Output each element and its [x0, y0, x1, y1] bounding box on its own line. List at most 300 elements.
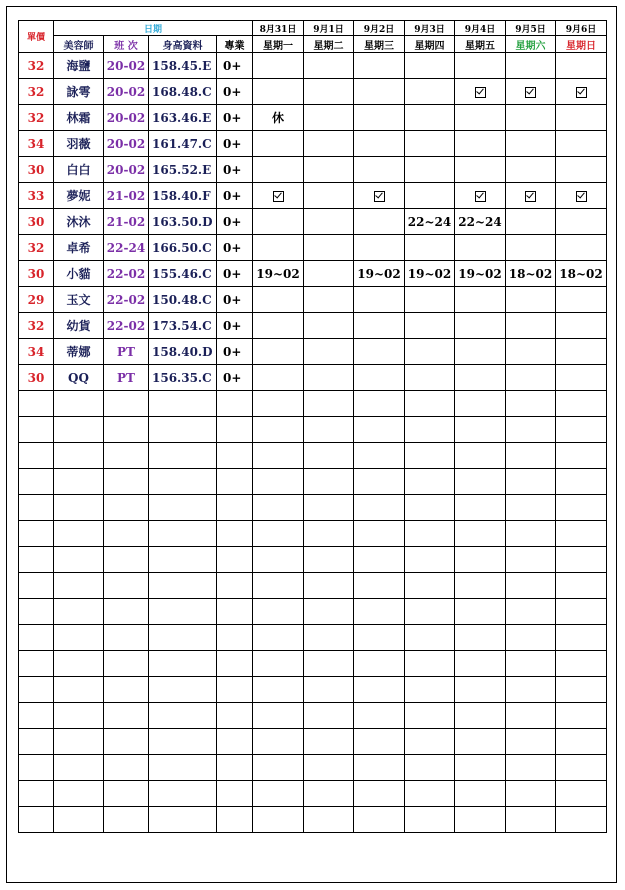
empty-cell[interactable]: [104, 573, 149, 599]
day-cell[interactable]: [556, 183, 607, 209]
day-cell[interactable]: [253, 183, 304, 209]
professional-cell[interactable]: 0+: [217, 287, 253, 313]
day-cell[interactable]: 休: [253, 105, 304, 131]
empty-cell[interactable]: [54, 599, 104, 625]
empty-cell[interactable]: [455, 521, 506, 547]
empty-cell[interactable]: [149, 391, 217, 417]
empty-cell[interactable]: [104, 677, 149, 703]
day-cell[interactable]: [556, 53, 607, 79]
empty-cell[interactable]: [217, 807, 253, 833]
empty-cell[interactable]: [253, 547, 304, 573]
empty-cell[interactable]: [506, 729, 556, 755]
day-cell[interactable]: [253, 53, 304, 79]
day-cell[interactable]: [405, 105, 455, 131]
empty-cell[interactable]: [354, 573, 405, 599]
empty-cell[interactable]: [405, 781, 455, 807]
empty-cell[interactable]: [217, 391, 253, 417]
empty-cell[interactable]: [217, 677, 253, 703]
class-cell[interactable]: 22-02: [104, 261, 149, 287]
empty-cell[interactable]: [104, 651, 149, 677]
empty-cell[interactable]: [506, 391, 556, 417]
day-cell[interactable]: [304, 235, 354, 261]
empty-cell[interactable]: [354, 651, 405, 677]
empty-cell[interactable]: [405, 417, 455, 443]
day-cell[interactable]: 19~02: [253, 261, 304, 287]
empty-cell[interactable]: [304, 443, 354, 469]
day-cell[interactable]: [455, 79, 506, 105]
professional-cell[interactable]: 0+: [217, 79, 253, 105]
price-cell[interactable]: 30: [19, 365, 54, 391]
day-cell[interactable]: [455, 287, 506, 313]
class-cell[interactable]: PT: [104, 339, 149, 365]
empty-cell[interactable]: [217, 729, 253, 755]
price-cell[interactable]: 32: [19, 313, 54, 339]
checkbox-checked-icon[interactable]: [475, 191, 486, 202]
empty-cell[interactable]: [149, 651, 217, 677]
empty-cell[interactable]: [455, 703, 506, 729]
empty-cell[interactable]: [253, 755, 304, 781]
day-cell[interactable]: [506, 105, 556, 131]
empty-cell[interactable]: [506, 781, 556, 807]
class-cell[interactable]: 20-02: [104, 131, 149, 157]
price-cell[interactable]: 30: [19, 157, 54, 183]
day-cell[interactable]: [253, 365, 304, 391]
profile-cell[interactable]: 163.50.D: [149, 209, 217, 235]
empty-cell[interactable]: [104, 703, 149, 729]
day-cell[interactable]: [405, 53, 455, 79]
empty-cell[interactable]: [19, 781, 54, 807]
day-cell[interactable]: [506, 131, 556, 157]
day-cell[interactable]: [354, 365, 405, 391]
day-cell[interactable]: [405, 235, 455, 261]
price-cell[interactable]: 34: [19, 339, 54, 365]
empty-cell[interactable]: [506, 417, 556, 443]
empty-cell[interactable]: [556, 729, 607, 755]
day-cell[interactable]: [506, 235, 556, 261]
empty-cell[interactable]: [556, 651, 607, 677]
empty-cell[interactable]: [217, 495, 253, 521]
day-cell[interactable]: [556, 79, 607, 105]
day-cell[interactable]: [304, 339, 354, 365]
price-cell[interactable]: 32: [19, 79, 54, 105]
day-cell[interactable]: [354, 79, 405, 105]
empty-cell[interactable]: [405, 547, 455, 573]
empty-cell[interactable]: [455, 495, 506, 521]
empty-cell[interactable]: [19, 547, 54, 573]
empty-cell[interactable]: [304, 651, 354, 677]
empty-cell[interactable]: [104, 443, 149, 469]
empty-cell[interactable]: [506, 599, 556, 625]
day-cell[interactable]: [354, 53, 405, 79]
empty-cell[interactable]: [455, 781, 506, 807]
professional-cell[interactable]: 0+: [217, 313, 253, 339]
professional-cell[interactable]: 0+: [217, 53, 253, 79]
day-cell[interactable]: [304, 209, 354, 235]
profile-cell[interactable]: 166.50.C: [149, 235, 217, 261]
empty-cell[interactable]: [19, 729, 54, 755]
price-cell[interactable]: 34: [19, 131, 54, 157]
profile-cell[interactable]: 150.48.C: [149, 287, 217, 313]
empty-cell[interactable]: [405, 729, 455, 755]
class-cell[interactable]: 21-02: [104, 183, 149, 209]
day-cell[interactable]: [405, 131, 455, 157]
stylist-name-cell[interactable]: 玉文: [54, 287, 104, 313]
empty-cell[interactable]: [556, 547, 607, 573]
price-cell[interactable]: 32: [19, 105, 54, 131]
day-cell[interactable]: [506, 287, 556, 313]
empty-cell[interactable]: [455, 547, 506, 573]
day-cell[interactable]: [455, 235, 506, 261]
empty-cell[interactable]: [19, 495, 54, 521]
checkbox-checked-icon[interactable]: [475, 87, 486, 98]
stylist-name-cell[interactable]: 夢妮: [54, 183, 104, 209]
day-cell[interactable]: [354, 235, 405, 261]
empty-cell[interactable]: [506, 495, 556, 521]
day-cell[interactable]: [405, 79, 455, 105]
empty-cell[interactable]: [217, 755, 253, 781]
stylist-name-cell[interactable]: 詠雩: [54, 79, 104, 105]
empty-cell[interactable]: [104, 729, 149, 755]
day-cell[interactable]: [253, 79, 304, 105]
empty-cell[interactable]: [455, 755, 506, 781]
empty-cell[interactable]: [217, 599, 253, 625]
empty-cell[interactable]: [104, 625, 149, 651]
empty-cell[interactable]: [455, 599, 506, 625]
price-cell[interactable]: 32: [19, 53, 54, 79]
day-cell[interactable]: [405, 157, 455, 183]
empty-cell[interactable]: [253, 443, 304, 469]
empty-cell[interactable]: [149, 599, 217, 625]
day-cell[interactable]: [506, 365, 556, 391]
day-cell[interactable]: [556, 287, 607, 313]
day-cell[interactable]: [304, 261, 354, 287]
empty-cell[interactable]: [104, 755, 149, 781]
professional-cell[interactable]: 0+: [217, 339, 253, 365]
empty-cell[interactable]: [556, 443, 607, 469]
empty-cell[interactable]: [354, 599, 405, 625]
checkbox-checked-icon[interactable]: [576, 87, 587, 98]
stylist-name-cell[interactable]: 海鹽: [54, 53, 104, 79]
empty-cell[interactable]: [54, 469, 104, 495]
empty-cell[interactable]: [405, 625, 455, 651]
empty-cell[interactable]: [354, 677, 405, 703]
empty-cell[interactable]: [253, 625, 304, 651]
empty-cell[interactable]: [253, 495, 304, 521]
day-cell[interactable]: 19~02: [455, 261, 506, 287]
empty-cell[interactable]: [506, 651, 556, 677]
day-cell[interactable]: [405, 339, 455, 365]
price-cell[interactable]: 33: [19, 183, 54, 209]
empty-cell[interactable]: [556, 521, 607, 547]
day-cell[interactable]: [506, 313, 556, 339]
day-cell[interactable]: [253, 235, 304, 261]
empty-cell[interactable]: [149, 573, 217, 599]
day-cell[interactable]: [506, 157, 556, 183]
empty-cell[interactable]: [556, 417, 607, 443]
day-cell[interactable]: 18~02: [556, 261, 607, 287]
class-cell[interactable]: 20-02: [104, 79, 149, 105]
empty-cell[interactable]: [19, 573, 54, 599]
empty-cell[interactable]: [217, 625, 253, 651]
empty-cell[interactable]: [19, 417, 54, 443]
professional-cell[interactable]: 0+: [217, 209, 253, 235]
empty-cell[interactable]: [304, 599, 354, 625]
empty-cell[interactable]: [506, 703, 556, 729]
empty-cell[interactable]: [304, 677, 354, 703]
empty-cell[interactable]: [149, 781, 217, 807]
day-cell[interactable]: [304, 313, 354, 339]
day-cell[interactable]: [354, 105, 405, 131]
empty-cell[interactable]: [104, 547, 149, 573]
empty-cell[interactable]: [506, 521, 556, 547]
day-cell[interactable]: [354, 313, 405, 339]
day-cell[interactable]: 22~24: [455, 209, 506, 235]
empty-cell[interactable]: [253, 677, 304, 703]
empty-cell[interactable]: [217, 417, 253, 443]
checkbox-checked-icon[interactable]: [525, 87, 536, 98]
day-cell[interactable]: [354, 183, 405, 209]
price-cell[interactable]: 29: [19, 287, 54, 313]
empty-cell[interactable]: [149, 755, 217, 781]
empty-cell[interactable]: [354, 703, 405, 729]
professional-cell[interactable]: 0+: [217, 261, 253, 287]
empty-cell[interactable]: [54, 521, 104, 547]
day-cell[interactable]: [556, 339, 607, 365]
stylist-name-cell[interactable]: 卓希: [54, 235, 104, 261]
empty-cell[interactable]: [354, 469, 405, 495]
day-cell[interactable]: [506, 53, 556, 79]
day-cell[interactable]: [455, 105, 506, 131]
empty-cell[interactable]: [556, 677, 607, 703]
empty-cell[interactable]: [54, 625, 104, 651]
empty-cell[interactable]: [556, 625, 607, 651]
empty-cell[interactable]: [354, 495, 405, 521]
stylist-name-cell[interactable]: 沐沐: [54, 209, 104, 235]
empty-cell[interactable]: [54, 547, 104, 573]
checkbox-checked-icon[interactable]: [374, 191, 385, 202]
empty-cell[interactable]: [19, 703, 54, 729]
day-cell[interactable]: [354, 131, 405, 157]
professional-cell[interactable]: 0+: [217, 235, 253, 261]
empty-cell[interactable]: [19, 651, 54, 677]
day-cell[interactable]: [405, 183, 455, 209]
day-cell[interactable]: [556, 131, 607, 157]
empty-cell[interactable]: [304, 755, 354, 781]
class-cell[interactable]: 22-02: [104, 287, 149, 313]
profile-cell[interactable]: 173.54.C: [149, 313, 217, 339]
empty-cell[interactable]: [149, 807, 217, 833]
empty-cell[interactable]: [506, 625, 556, 651]
empty-cell[interactable]: [405, 651, 455, 677]
day-cell[interactable]: [354, 339, 405, 365]
empty-cell[interactable]: [556, 755, 607, 781]
empty-cell[interactable]: [54, 677, 104, 703]
empty-cell[interactable]: [354, 521, 405, 547]
stylist-name-cell[interactable]: 白白: [54, 157, 104, 183]
empty-cell[interactable]: [506, 547, 556, 573]
empty-cell[interactable]: [405, 677, 455, 703]
empty-cell[interactable]: [304, 417, 354, 443]
empty-cell[interactable]: [506, 755, 556, 781]
day-cell[interactable]: [556, 365, 607, 391]
empty-cell[interactable]: [354, 547, 405, 573]
checkbox-checked-icon[interactable]: [525, 191, 536, 202]
price-cell[interactable]: 30: [19, 261, 54, 287]
empty-cell[interactable]: [19, 391, 54, 417]
empty-cell[interactable]: [19, 521, 54, 547]
empty-cell[interactable]: [556, 469, 607, 495]
day-cell[interactable]: [506, 183, 556, 209]
empty-cell[interactable]: [354, 781, 405, 807]
day-cell[interactable]: 22~24: [405, 209, 455, 235]
day-cell[interactable]: 18~02: [506, 261, 556, 287]
profile-cell[interactable]: 156.35.C: [149, 365, 217, 391]
professional-cell[interactable]: 0+: [217, 131, 253, 157]
day-cell[interactable]: [253, 209, 304, 235]
empty-cell[interactable]: [149, 677, 217, 703]
empty-cell[interactable]: [253, 651, 304, 677]
empty-cell[interactable]: [253, 781, 304, 807]
empty-cell[interactable]: [304, 469, 354, 495]
day-cell[interactable]: 19~02: [354, 261, 405, 287]
day-cell[interactable]: [556, 209, 607, 235]
class-cell[interactable]: 22-02: [104, 313, 149, 339]
profile-cell[interactable]: 158.40.F: [149, 183, 217, 209]
day-cell[interactable]: [455, 131, 506, 157]
day-cell[interactable]: [354, 157, 405, 183]
empty-cell[interactable]: [54, 443, 104, 469]
empty-cell[interactable]: [405, 755, 455, 781]
empty-cell[interactable]: [354, 443, 405, 469]
empty-cell[interactable]: [19, 469, 54, 495]
day-cell[interactable]: [304, 157, 354, 183]
day-cell[interactable]: [253, 157, 304, 183]
empty-cell[interactable]: [253, 391, 304, 417]
stylist-name-cell[interactable]: 羽薇: [54, 131, 104, 157]
empty-cell[interactable]: [253, 703, 304, 729]
day-cell[interactable]: [354, 287, 405, 313]
empty-cell[interactable]: [217, 651, 253, 677]
day-cell[interactable]: [253, 313, 304, 339]
empty-cell[interactable]: [304, 391, 354, 417]
empty-cell[interactable]: [54, 703, 104, 729]
empty-cell[interactable]: [304, 521, 354, 547]
stylist-name-cell[interactable]: QQ: [54, 365, 104, 391]
empty-cell[interactable]: [217, 781, 253, 807]
empty-cell[interactable]: [304, 495, 354, 521]
empty-cell[interactable]: [354, 625, 405, 651]
empty-cell[interactable]: [506, 469, 556, 495]
day-cell[interactable]: [506, 79, 556, 105]
empty-cell[interactable]: [19, 677, 54, 703]
empty-cell[interactable]: [54, 495, 104, 521]
price-cell[interactable]: 30: [19, 209, 54, 235]
empty-cell[interactable]: [54, 417, 104, 443]
empty-cell[interactable]: [354, 391, 405, 417]
empty-cell[interactable]: [253, 573, 304, 599]
day-cell[interactable]: [253, 339, 304, 365]
empty-cell[interactable]: [405, 703, 455, 729]
empty-cell[interactable]: [54, 781, 104, 807]
stylist-name-cell[interactable]: 蒂娜: [54, 339, 104, 365]
empty-cell[interactable]: [149, 443, 217, 469]
empty-cell[interactable]: [253, 599, 304, 625]
empty-cell[interactable]: [354, 807, 405, 833]
empty-cell[interactable]: [455, 573, 506, 599]
empty-cell[interactable]: [455, 469, 506, 495]
empty-cell[interactable]: [506, 573, 556, 599]
empty-cell[interactable]: [149, 469, 217, 495]
empty-cell[interactable]: [556, 391, 607, 417]
empty-cell[interactable]: [455, 807, 506, 833]
empty-cell[interactable]: [556, 703, 607, 729]
day-cell[interactable]: [455, 339, 506, 365]
professional-cell[interactable]: 0+: [217, 105, 253, 131]
checkbox-checked-icon[interactable]: [576, 191, 587, 202]
empty-cell[interactable]: [405, 495, 455, 521]
day-cell[interactable]: [304, 53, 354, 79]
empty-cell[interactable]: [354, 729, 405, 755]
day-cell[interactable]: [304, 79, 354, 105]
empty-cell[interactable]: [304, 781, 354, 807]
empty-cell[interactable]: [104, 495, 149, 521]
empty-cell[interactable]: [455, 443, 506, 469]
class-cell[interactable]: 20-02: [104, 157, 149, 183]
stylist-name-cell[interactable]: 幼貨: [54, 313, 104, 339]
empty-cell[interactable]: [455, 729, 506, 755]
empty-cell[interactable]: [253, 417, 304, 443]
empty-cell[interactable]: [455, 677, 506, 703]
professional-cell[interactable]: 0+: [217, 183, 253, 209]
empty-cell[interactable]: [217, 521, 253, 547]
empty-cell[interactable]: [19, 625, 54, 651]
day-cell[interactable]: [405, 313, 455, 339]
empty-cell[interactable]: [54, 651, 104, 677]
day-cell[interactable]: [354, 209, 405, 235]
empty-cell[interactable]: [304, 703, 354, 729]
empty-cell[interactable]: [149, 625, 217, 651]
empty-cell[interactable]: [405, 391, 455, 417]
class-cell[interactable]: 22-24: [104, 235, 149, 261]
empty-cell[interactable]: [405, 443, 455, 469]
day-cell[interactable]: [304, 287, 354, 313]
day-cell[interactable]: [253, 131, 304, 157]
day-cell[interactable]: [455, 313, 506, 339]
empty-cell[interactable]: [556, 807, 607, 833]
empty-cell[interactable]: [104, 469, 149, 495]
profile-cell[interactable]: 165.52.E: [149, 157, 217, 183]
empty-cell[interactable]: [54, 391, 104, 417]
profile-cell[interactable]: 158.45.E: [149, 53, 217, 79]
empty-cell[interactable]: [54, 729, 104, 755]
empty-cell[interactable]: [556, 781, 607, 807]
empty-cell[interactable]: [455, 625, 506, 651]
empty-cell[interactable]: [253, 729, 304, 755]
empty-cell[interactable]: [304, 547, 354, 573]
class-cell[interactable]: PT: [104, 365, 149, 391]
day-cell[interactable]: [556, 105, 607, 131]
empty-cell[interactable]: [217, 443, 253, 469]
day-cell[interactable]: [405, 287, 455, 313]
empty-cell[interactable]: [304, 573, 354, 599]
empty-cell[interactable]: [54, 755, 104, 781]
empty-cell[interactable]: [104, 521, 149, 547]
empty-cell[interactable]: [455, 651, 506, 677]
empty-cell[interactable]: [556, 573, 607, 599]
empty-cell[interactable]: [19, 755, 54, 781]
empty-cell[interactable]: [54, 807, 104, 833]
class-cell[interactable]: 20-02: [104, 105, 149, 131]
